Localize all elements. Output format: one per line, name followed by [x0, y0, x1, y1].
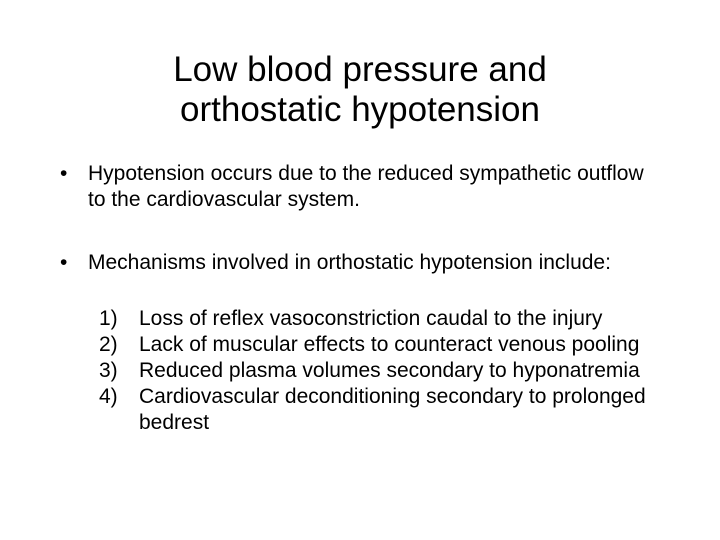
- bullet-marker: •: [60, 251, 68, 274]
- mechanism-number: 4): [99, 385, 118, 408]
- mechanism-text: Lack of muscular effects to counteract venous pooling: [139, 333, 640, 356]
- mechanism-number: 1): [99, 307, 118, 330]
- mechanism-number: 3): [99, 359, 118, 382]
- mechanism-item: [60, 332, 660, 358]
- mechanism-list: [60, 306, 660, 436]
- mechanism-number: 2): [99, 333, 118, 356]
- bullet-text: Hypotension occurs due to the reduced sympathetic outflow to the cardiovascular system.: [88, 162, 644, 211]
- mechanism-text: Cardiovascular deconditioning secondary to prolonged bedrest: [139, 385, 646, 434]
- bullet-marker: •: [60, 162, 68, 185]
- mechanism-text: Reduced plasma volumes secondary to hyponatremia: [139, 359, 640, 382]
- title-line-1: Low blood pressure and: [173, 50, 547, 89]
- bullet-text: Mechanisms involved in orthostatic hypotension include:: [88, 251, 611, 274]
- bullet-item: [60, 250, 660, 276]
- slide-title: [60, 50, 660, 130]
- mechanism-text: Loss of reflex vasoconstriction caudal to the injury: [139, 307, 603, 330]
- mechanism-item: [60, 384, 660, 436]
- bullet-item: [60, 161, 660, 213]
- mechanism-item: [60, 306, 660, 332]
- mechanism-item: [60, 358, 660, 384]
- title-line-2: orthostatic hypotension: [180, 90, 540, 129]
